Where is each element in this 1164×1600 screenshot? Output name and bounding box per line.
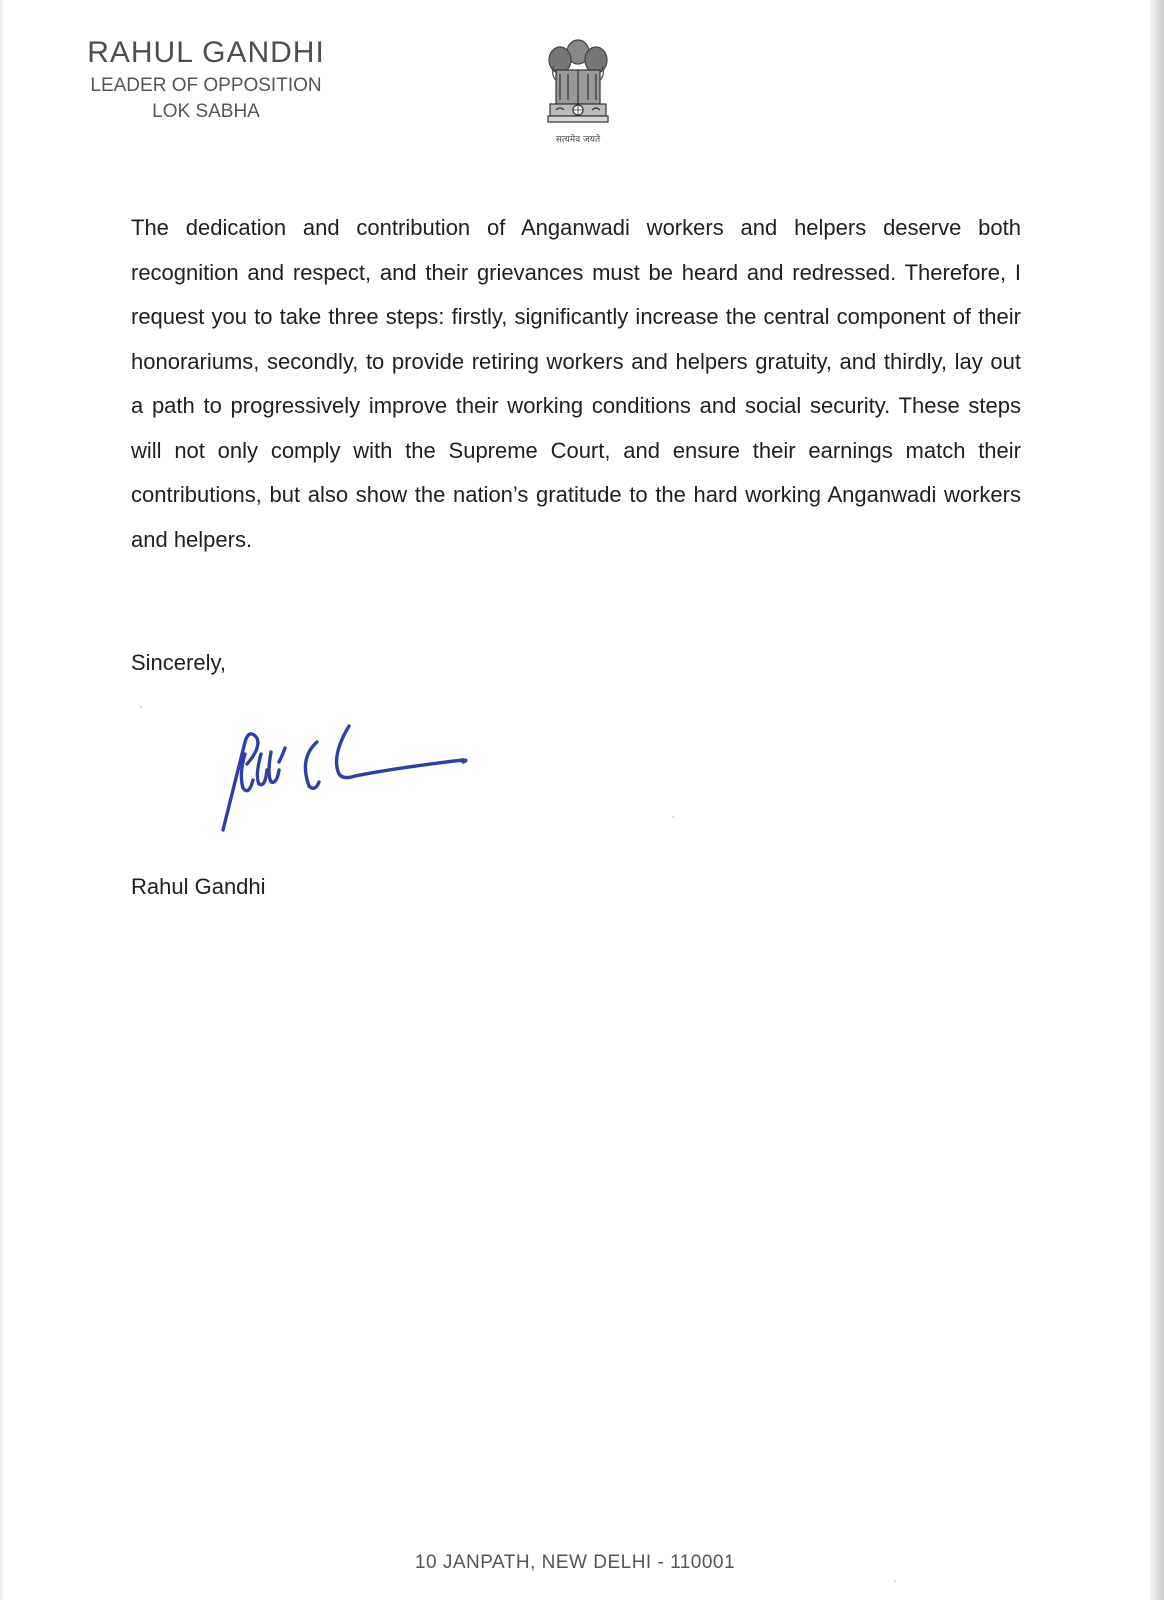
letterhead-house: LOK SABHA [152, 101, 260, 122]
paper-speck [672, 816, 674, 818]
footer-address: 10 JANPATH, NEW DELHI - 110001 [414, 1552, 736, 1573]
emblem-motto: सत्यमेव जयते [555, 135, 601, 145]
letterhead [66, 34, 346, 124]
closing-salutation: Sincerely, [131, 650, 226, 675]
page-edge [0, 0, 4, 1600]
page-shadow-edge [1150, 0, 1164, 1600]
signer-name: Rahul Gandhi [131, 874, 266, 899]
letterhead-role: LEADER OF OPPOSITION [90, 75, 322, 96]
paper-speck [894, 1580, 896, 1582]
letterhead-name: RAHUL GANDHI [87, 36, 325, 69]
paper-speck [140, 706, 142, 708]
signature-image [205, 690, 485, 840]
letter-body: The dedication and contribution of Anganwadi workers and helpers deserve both recognition and respect, and their grievances must be heard and redressed. Therefore, I request you to take three steps: firstly, significantly increase the central component of their honorariums, secondly, to provide retiring workers and helpers gratuity, and thirdly, lay out a path to progressively improve their working conditions and social security. These steps will not only comply with the Supreme Court, and ensure their earnings match their contributions, but also show the nation’s gratitude to the hard working Anganwadi workers and helpers. [131, 215, 1021, 552]
